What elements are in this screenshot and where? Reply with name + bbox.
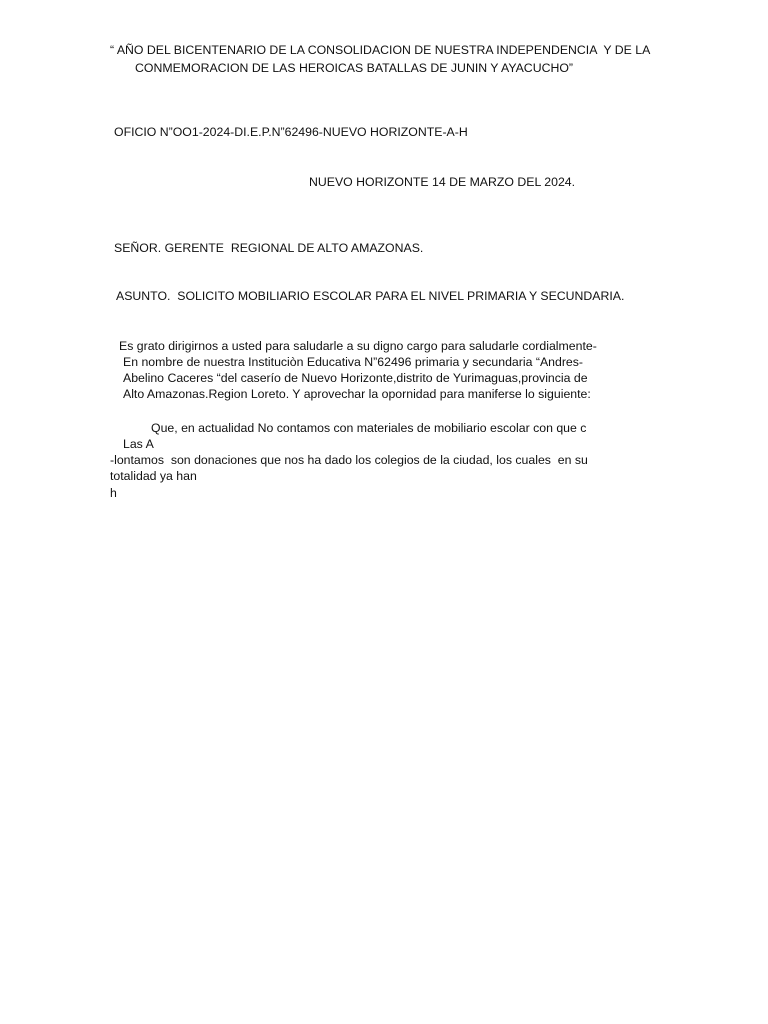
body-line-4: Alto Amazonas.Region Loreto. Y aprovechar la opornidad para maniferse lo siguiente: xyxy=(123,387,591,401)
paragraph-2-line-2: Las A xyxy=(123,437,154,451)
subject: ASUNTO. SOLICITO MOBILIARIO ESCOLAR PARA EL NIVEL PRIMARIA Y SECUNDARIA. xyxy=(116,289,625,303)
paragraph-3-line-1: -lontamos son donaciones que nos ha dado los colegios de la ciudad, los cuales en su xyxy=(110,453,588,467)
paragraph-2-line-1: Que, en actualidad No contamos con materiales de mobiliario escolar con que c xyxy=(151,421,587,435)
body-line-2: En nombre de nuestra Instituciòn Educativa N”62496 primaria y secundaria “Andres- xyxy=(123,355,584,369)
header-line-1: “ AÑO DEL BICENTENARIO DE LA CONSOLIDACION DE NUESTRA INDEPENDENCIA Y DE LA xyxy=(110,43,651,57)
body-line-1: Es grato dirigirnos a usted para saludarle a su digno cargo para saludarle cordialmente- xyxy=(119,339,597,353)
paragraph-3-line-2: totalidad ya han xyxy=(110,469,197,483)
recipient: SEÑOR. GERENTE REGIONAL DE ALTO AMAZONAS. xyxy=(114,241,424,255)
paragraph-3-line-3: h xyxy=(110,486,117,500)
body-line-3: Abelino Caceres “del caserío de Nuevo Horizonte,distrito de Yurimaguas,provincia de xyxy=(123,371,588,385)
header-line-2: CONMEMORACION DE LAS HEROICAS BATALLAS DE JUNIN Y AYACUCHO” xyxy=(135,61,573,75)
place-date: NUEVO HORIZONTE 14 DE MARZO DEL 2024. xyxy=(309,175,576,189)
oficio-reference: OFICIO N”OO1-2024-DI.E.P.N”62496-NUEVO HORIZONTE-A-H xyxy=(114,125,468,139)
